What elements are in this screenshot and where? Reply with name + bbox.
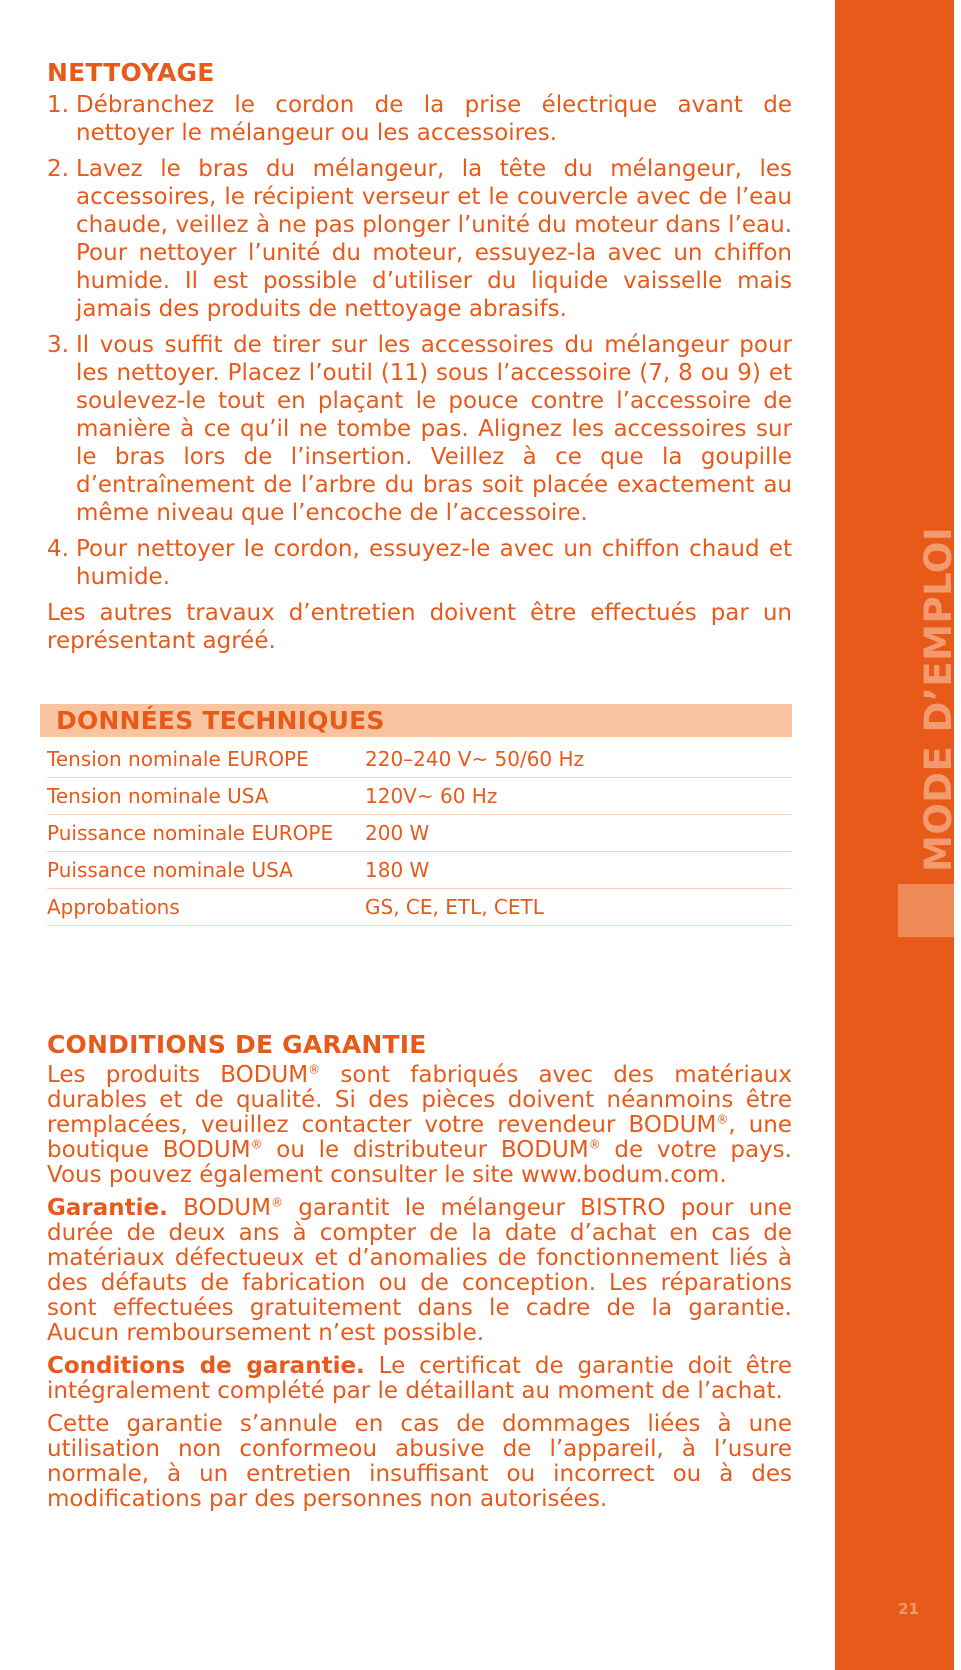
guarantee-text: BODUM	[167, 1195, 271, 1221]
step-text: Débranchez le cordon de la prise électrique avant de nettoyer le mélangeur ou les accessoires.	[76, 92, 792, 146]
intro-text: ou le distributeur BODUM	[262, 1137, 589, 1163]
warranty-title: CONDITIONS DE GARANTIE	[47, 1030, 427, 1059]
table-row	[47, 778, 792, 815]
cleaning-steps	[47, 91, 792, 591]
sidebar-tab-marker	[898, 884, 954, 937]
intro-text: de votre pays. Vous pouvez également consulter le site www.bodum.com.	[47, 1137, 792, 1188]
cleaning-title: NETTOYAGE	[47, 58, 215, 87]
spec-key: Puissance nominale USA	[47, 852, 365, 889]
table-row	[47, 889, 792, 926]
registered-mark: ®	[588, 1137, 601, 1152]
cleaning-step	[47, 331, 792, 527]
guarantee-text: garantit le mélangeur BISTRO pour une durée de deux ans à compter de la date d’achat en cas de matériaux défectueux et d’anomalies de fonctionnement liés à des défauts de fabrication ou de conception. Les réparations sont effectuées gratuitement dans le cadre de la garantie. Aucun remboursement n’est possible.	[47, 1195, 792, 1346]
warranty-intro	[47, 1063, 792, 1188]
sidebar-title: MODE D’EMPLOI	[917, 526, 960, 872]
spec-value: GS, CE, ETL, CETL	[365, 889, 792, 926]
step-text: Il vous suffit de tirer sur les accessoires du mélangeur pour les nettoyer. Placez l’outil (11) sous l’accessoire (7, 8 ou 9) et soulevez-le tout en plaçant le pouce contre l’accessoire de manière à ce qu’il ne tombe pas. Alignez les accessoires sur le bras lors de l’insertion. Veillez à ce que la goupille d’entraînement de l’arbre du bras soit placée exactement au même niveau que l’encoche de l’accessoire.	[76, 332, 792, 526]
intro-text: sont fabriqués avec des matériaux durables et de qualité. Si des pièces doivent néanmoins être remplacées, veuillez contacter votre revendeur BODUM	[47, 1062, 792, 1138]
technical-title: DONNÉES TECHNIQUES	[56, 706, 385, 735]
technical-header	[40, 704, 792, 737]
table-row	[47, 852, 792, 889]
spec-key: Tension nominale USA	[47, 778, 365, 815]
intro-text: Les produits BODUM	[47, 1062, 309, 1088]
page-number: 21	[898, 1600, 919, 1618]
step-number: 3.	[47, 332, 69, 358]
step-number: 1.	[47, 92, 69, 118]
warranty-section	[47, 1030, 792, 1520]
spec-key: Puissance nominale EUROPE	[47, 815, 365, 852]
table-row	[47, 741, 792, 778]
technical-table	[47, 741, 792, 926]
cleaning-step	[47, 91, 792, 147]
cleaning-step	[47, 155, 792, 323]
registered-mark: ®	[308, 1062, 321, 1077]
warranty-conditions	[47, 1354, 792, 1404]
step-text: Pour nettoyer le cordon, essuyez-le avec un chiffon chaud et humide.	[76, 536, 792, 590]
cleaning-step	[47, 535, 792, 591]
intro-text: , une boutique BODUM	[47, 1112, 792, 1163]
conditions-label: Conditions de garantie.	[47, 1353, 365, 1379]
spec-key: Approbations	[47, 889, 365, 926]
warranty-guarantee	[47, 1196, 792, 1346]
cleaning-section	[47, 58, 792, 655]
registered-mark: ®	[270, 1195, 283, 1210]
conditions-text: Le certificat de garantie doit être intégralement complété par le détaillant au moment de l’achat.	[47, 1353, 792, 1404]
spec-value: 220–240 V~ 50/60 Hz	[365, 741, 792, 778]
step-number: 2.	[47, 156, 69, 182]
spec-value: 180 W	[365, 852, 792, 889]
table-row	[47, 815, 792, 852]
registered-mark: ®	[250, 1137, 263, 1152]
spec-key: Tension nominale EUROPE	[47, 741, 365, 778]
spec-value: 120V~ 60 Hz	[365, 778, 792, 815]
step-text: Lavez le bras du mélangeur, la tête du mélangeur, les accessoires, le récipient verseur et le couvercle avec de l’eau chaude, veillez à ne pas plonger l’unité du moteur dans l’eau. Pour nettoyer l’unité du moteur, essuyez-la avec un chiffon humide. Il est possible d’utiliser du liquide vaisselle mais jamais des produits de nettoyage abrasifs.	[76, 156, 792, 322]
warranty-void: Cette garantie s’annule en cas de dommages liées à une utilisation non conformeou abusive de l’appareil, à l’usure normale, à un entretien insuffisant ou incorrect ou à des modifications par des personnes non autorisées.	[47, 1411, 792, 1512]
registered-mark: ®	[716, 1112, 729, 1127]
step-number: 4.	[47, 536, 69, 562]
guarantee-label: Garantie.	[47, 1195, 168, 1221]
spec-value: 200 W	[365, 815, 792, 852]
cleaning-note: Les autres travaux d’entretien doivent être effectués par un représentant agréé.	[47, 600, 792, 654]
